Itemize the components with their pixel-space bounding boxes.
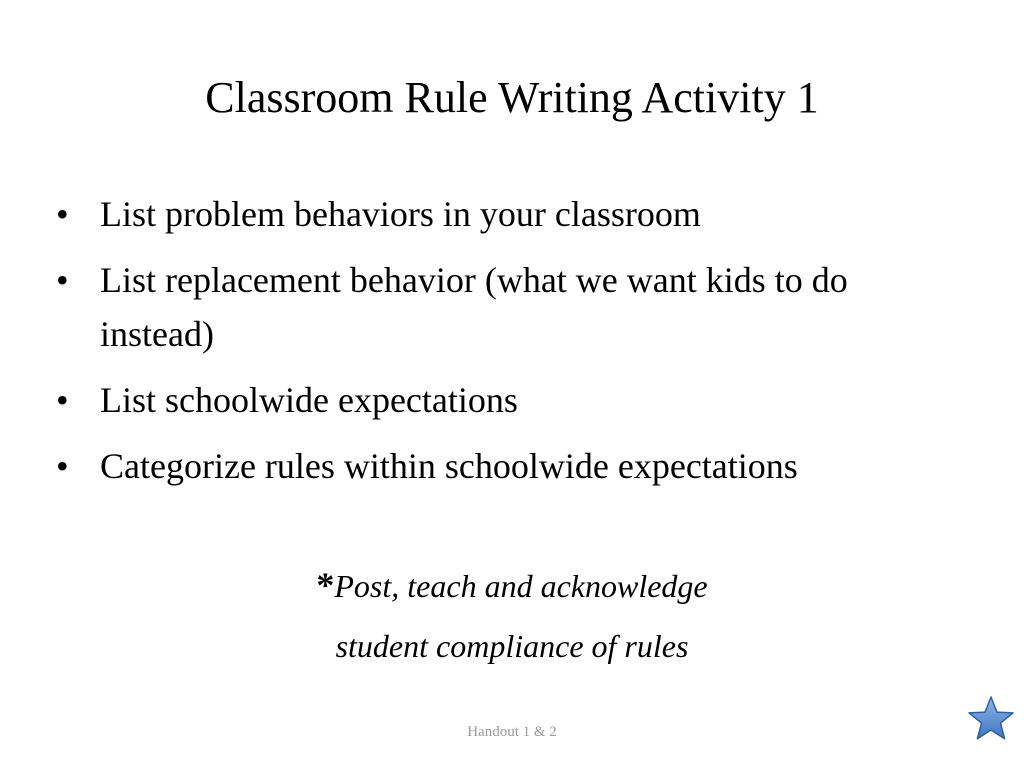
bullet-item (56, 253, 956, 361)
bullet-list (56, 187, 956, 505)
bullet-dot: • (56, 260, 69, 300)
bullet-text: List schoolwide expectations (100, 380, 518, 420)
bullet-text: List replacement behavior (what we want kids to do instead) (100, 260, 848, 354)
slide-title: Classroom Rule Writing Activity 1 (205, 73, 819, 122)
bullet-dot: • (56, 446, 69, 486)
bullet-dot: • (56, 380, 69, 420)
bullet-item (56, 373, 956, 427)
bullet-text: Categorize rules within schoolwide expectations (100, 446, 798, 486)
bullet-text: List problem behaviors in your classroom (100, 194, 701, 234)
star-icon[interactable] (966, 694, 1016, 744)
note-line-1 (0, 563, 1024, 608)
star-shape (969, 697, 1013, 739)
bullet-item (56, 439, 956, 493)
note-text-2: student compliance of rules (335, 628, 689, 664)
note-asterisk: * (316, 565, 335, 605)
note-text-1: Post, teach and acknowledge (334, 568, 708, 604)
slide-footer: Handout 1 & 2 (467, 724, 557, 740)
note-line-2 (0, 624, 1024, 668)
bullet-item (56, 187, 956, 241)
bullet-dot: • (56, 194, 69, 234)
